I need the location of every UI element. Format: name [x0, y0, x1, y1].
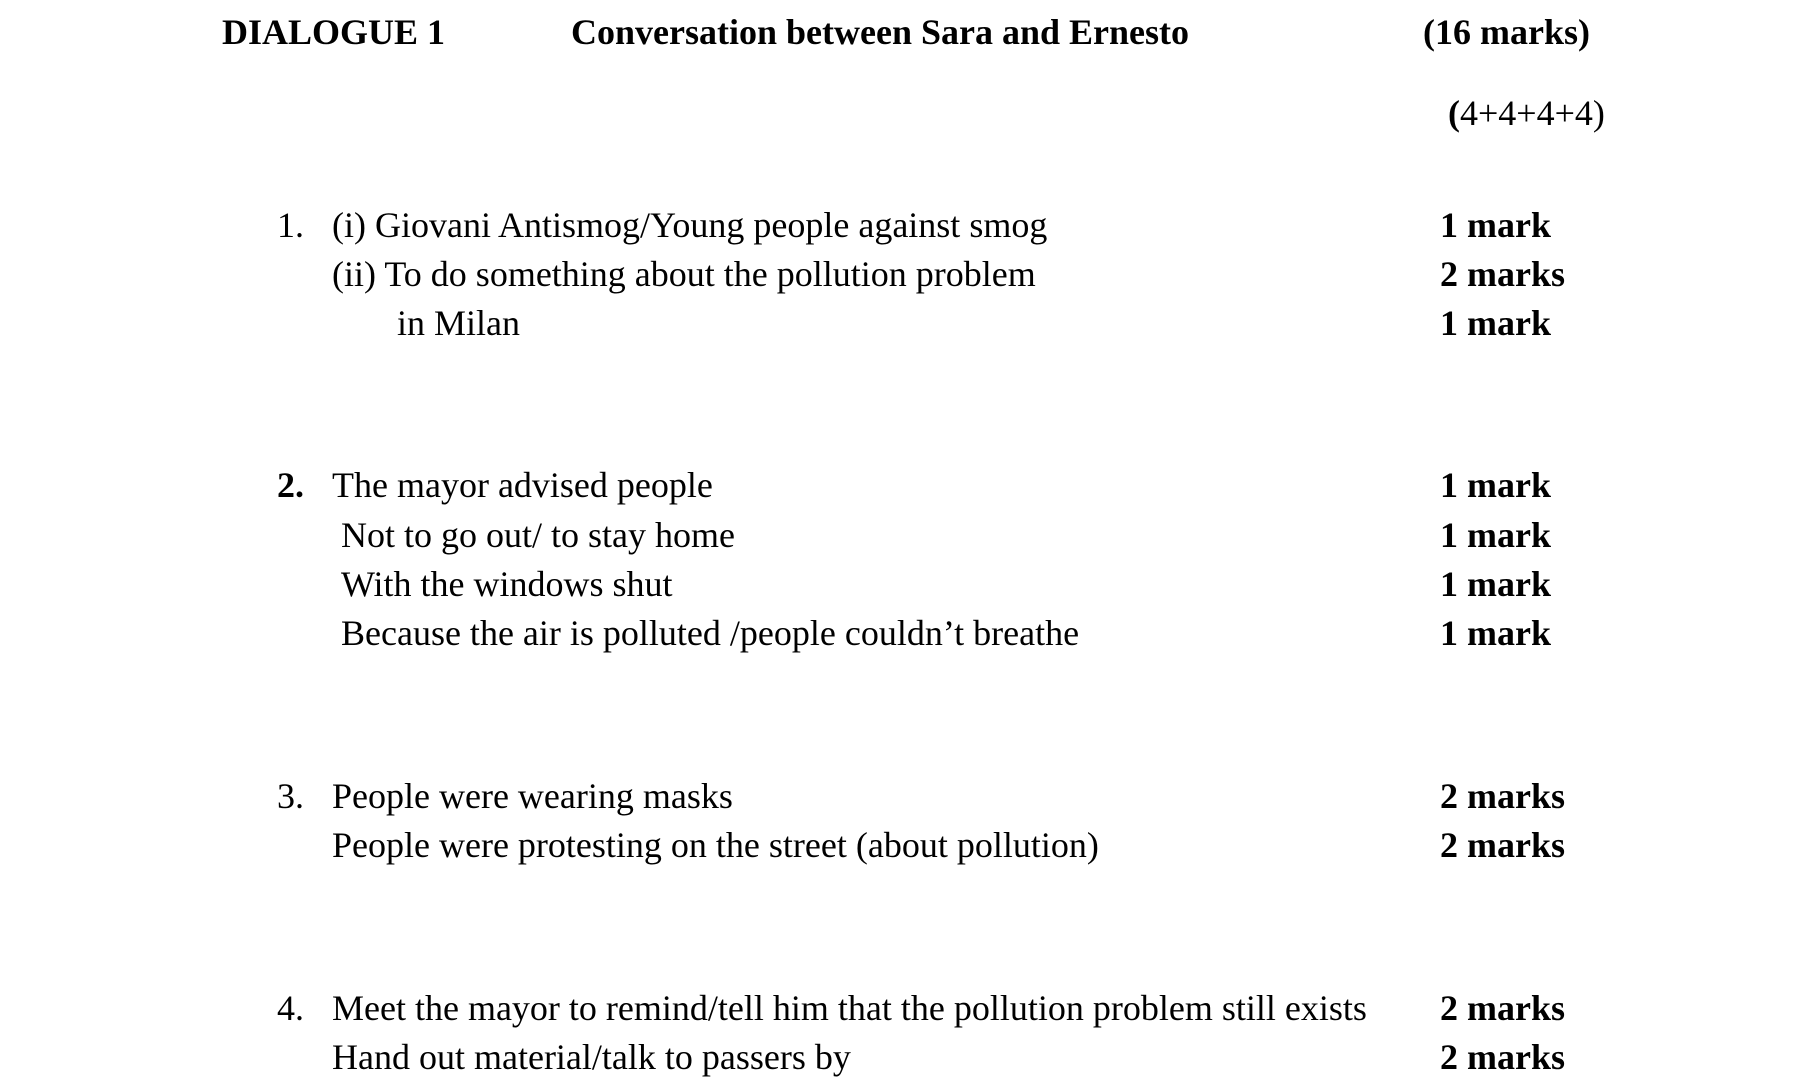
- question-number: 4.: [277, 988, 304, 1028]
- marks-value: 2 marks: [1440, 254, 1565, 294]
- question-number: 2.: [277, 465, 304, 505]
- answer-line: in Milan: [397, 303, 520, 343]
- marks-breakdown-values: 4+4+4+4): [1460, 93, 1605, 133]
- answer-line: People were protesting on the street (about pollution): [332, 825, 1099, 865]
- marks-value: 1 mark: [1440, 564, 1551, 604]
- marks-value: 1 mark: [1440, 613, 1551, 653]
- marks-value: 1 mark: [1440, 303, 1551, 343]
- marks-value: 1 mark: [1440, 465, 1551, 505]
- answer-line: Meet the mayor to remind/tell him that the pollution problem still exists: [332, 988, 1367, 1028]
- answer-line: Hand out material/talk to passers by: [332, 1037, 851, 1077]
- marks-value: 2 marks: [1440, 776, 1565, 816]
- answer-line: People were wearing masks: [332, 776, 733, 816]
- question-number: 1.: [277, 205, 304, 245]
- answer-line: (ii) To do something about the pollution problem: [332, 254, 1036, 294]
- marks-breakdown-paren: (: [1448, 93, 1460, 133]
- question-number: 3.: [277, 776, 304, 816]
- marks-value: 1 mark: [1440, 205, 1551, 245]
- dialogue-title: Conversation between Sara and Ernesto: [571, 12, 1189, 52]
- dialogue-label: DIALOGUE 1: [222, 12, 446, 52]
- marks-value: 2 marks: [1440, 1037, 1565, 1077]
- marks-breakdown: [1448, 95, 1605, 131]
- total-marks: (16 marks): [1423, 12, 1590, 52]
- marks-value: 1 mark: [1440, 515, 1551, 555]
- marks-value: 2 marks: [1440, 825, 1565, 865]
- marks-value: 2 marks: [1440, 988, 1565, 1028]
- answer-line: With the windows shut: [341, 564, 673, 604]
- answer-line: Because the air is polluted /people couldn’t breathe: [341, 613, 1080, 653]
- answer-line: (i) Giovani Antismog/Young people against smog: [332, 205, 1048, 245]
- answer-line: Not to go out/ to stay home: [341, 515, 735, 555]
- answer-line: The mayor advised people: [332, 465, 713, 505]
